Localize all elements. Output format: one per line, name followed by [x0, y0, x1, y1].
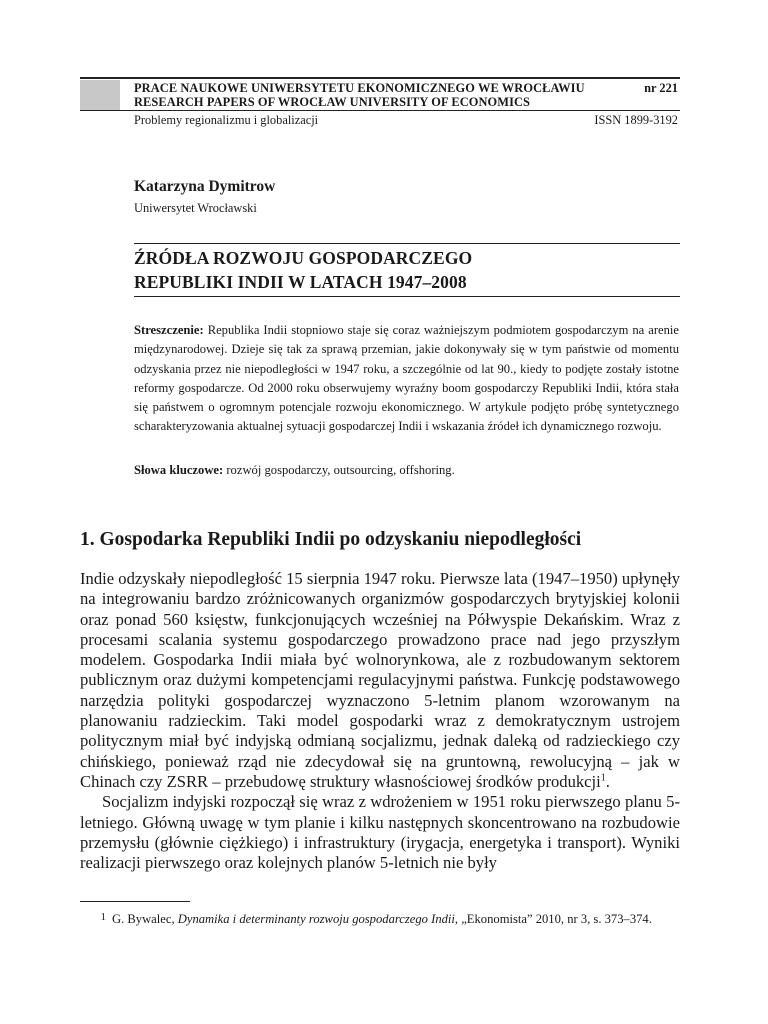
article-title-line-2: REPUBLIKI INDII W LATACH 1947–2008 — [134, 272, 467, 292]
paragraph-1 — [80, 569, 680, 792]
keywords-label: Słowa kluczowe: — [134, 463, 224, 477]
author-affiliation: Uniwersytet Wrocławski — [134, 201, 257, 215]
footnote-rule — [80, 901, 190, 902]
footnote-number: 1 — [100, 911, 106, 923]
article-title-line-1: ŹRÓDŁA ROZWOJU GOSPODARCZEGO — [134, 248, 473, 268]
series-name: Problemy regionalizmu i globalizacji — [134, 113, 319, 127]
journal-title-pl: PRACE NAUKOWE UNIWERSYTETU EKONOMICZNEGO WE WROCŁAWIU — [134, 81, 585, 95]
header-bottom-rule — [80, 110, 680, 111]
footnote-work-title: Dynamika i determinanty rozwoju gospodarczego Indii — [177, 912, 455, 926]
keywords-text: rozwój gospodarczy, outsourcing, offshoring. — [226, 463, 455, 477]
abstract — [134, 321, 679, 437]
footnote-ref-1: 1 — [600, 772, 606, 784]
section-heading: 1. Gospodarka Republiki Indii po odzyskaniu niepodległości — [80, 529, 582, 550]
footnote — [80, 907, 680, 929]
title-top-rule — [134, 243, 680, 244]
title-bottom-rule — [134, 296, 680, 297]
author-name: Katarzyna Dymitrow — [134, 178, 276, 195]
issn: ISSN 1899-3192 — [594, 113, 678, 127]
header-gray-box — [80, 80, 120, 110]
abstract-label: Streszczenie: — [134, 323, 204, 337]
paragraph-1-end: . — [605, 771, 610, 791]
abstract-text: Republika Indii stopniowo staje się coraz ważniejszym podmiotem gospodarczym na arenie międzynarodowej. Dzieje się tak za sprawą przemian, jakie dokonywały się w tym państwie od momentu odzyskania przez nie niepodległości w 1947 roku, a szczególnie od lat 90., kiedy to podjęte zostały istotne reformy gospodarcze. Od 2000 roku obserwujemy wyraźny boom gospodarczy Republiki Indii, która stała się państwem o ogromnym potencjale rozwoju ekonomicznego. W artykule podjęto próbę syntetycznego scharakteryzowania aktualnej sytuacji gospodarczej Indii i wskazania źródeł ich dynamicznego rozwoju. — [134, 323, 679, 434]
paragraph-1-text: Indie odzyskały niepodległość 15 sierpnia 1947 roku. Pierwsze lata (1947–1950) upłynęły na integrowaniu bardzo zróżnicowanych organizmów gospodarczych brytyjskiej kolonii oraz ponad 560 księstw, funkcjonujących wcześniej na Półwyspie Dekańskim. Wraz z procesami scalania systemu gospodarczego prowadzono prace nad jego przyszłym modelem. Gospodarka Indii miała być wolnorynkowa, ale z rozbudowanym sektorem publicznym oraz dużymi kompetencjami regulacyjnymi państwa. Funkcję podstawowego narzędzia polityki gospodarczej wyznaczono 5-letnim planom wzorowanym na planowaniu radzieckim. Taki model gospodarki wraz z demokratycznym ustrojem politycznym miał być indyjską odmianą socjalizmu, jednak daleką od radzieckiego czy chińskiego, ponieważ rząd nie zdecydował się na gruntowną, rewolucyjną – jak w Chinach czy ZSRR – przebudowę struktury własnościowej środków produkcji — [80, 569, 680, 791]
journal-title-en: RESEARCH PAPERS OF WROCŁAW UNIVERSITY OF ECONOMICS — [134, 95, 531, 109]
footnote-details: , „Ekonomista” 2010, nr 3, s. 373–374. — [454, 912, 652, 926]
footnote-author: G. Bywalec, — [112, 912, 175, 926]
issue-number: nr 221 — [644, 81, 678, 95]
keywords — [134, 461, 679, 480]
body-text — [80, 569, 680, 873]
header-top-rule — [80, 77, 680, 79]
paragraph-2: Socjalizm indyjski rozpoczął się wraz z wdrożeniem w 1951 roku pierwszego planu 5-letniego. Główną uwagę w tym planie i kilku następnych skoncentrowano na rozbudowie przemysłu (głównie ciężkiego) i infrastruktury (irygacja, energetyka i transport). Wyniki realizacji pierwszego oraz kolejnych planów 5-letnich nie były — [80, 792, 680, 873]
